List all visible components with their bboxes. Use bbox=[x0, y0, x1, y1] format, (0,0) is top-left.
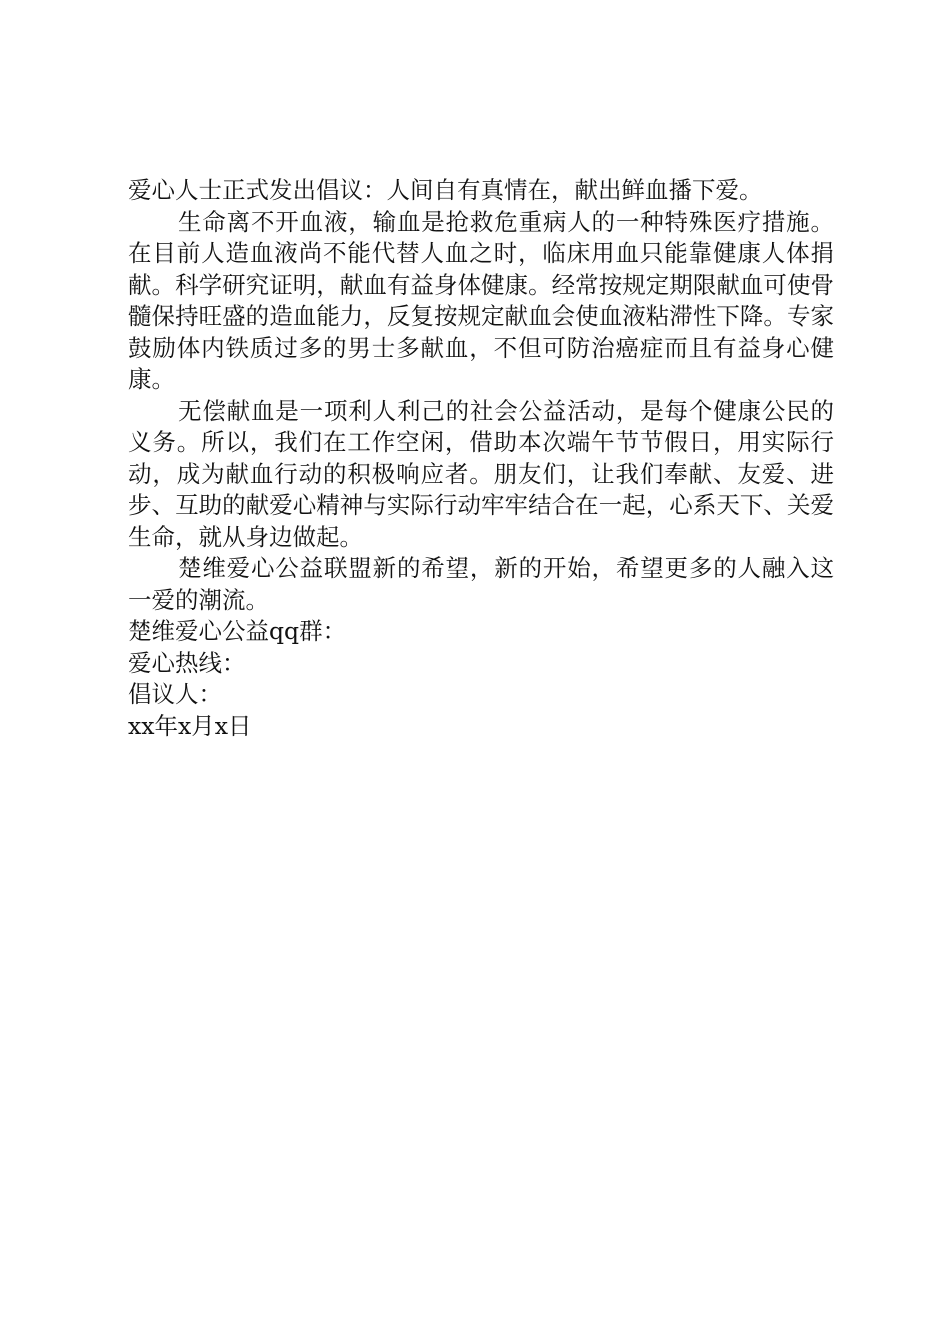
qq-group-line: 楚维爱心公益qq群： bbox=[128, 617, 347, 645]
document-body bbox=[128, 175, 834, 742]
paragraph-blood-health: 生命离不开血液，输血是抢救危重病人的一种特殊医疗措施。在目前人造血液尚不能代替人血之时，临床用血只能靠健康人体捐献。科学研究证明，献血有益身体健康。经常按规定期限献血可使骨髓保持旺盛的造血能力，反复按规定献血会使血液粘滞性下降。专家鼓励体内铁质过多的男士多献血，不但可防治癌症而且有益身心健康。 bbox=[128, 207, 834, 393]
initiator-line: 倡议人： bbox=[128, 680, 222, 708]
paragraph-intro: 爱心人士正式发出倡议：人间自有真情在，献出鲜血播下爱。 bbox=[128, 176, 763, 204]
hotline-line: 爱心热线： bbox=[128, 648, 246, 677]
date-line: xx年x月x日 bbox=[128, 711, 252, 740]
paragraph-alliance-hope: 楚维爱心公益联盟新的希望，新的开始，希望更多的人融入这一爱的潮流。 bbox=[128, 554, 834, 614]
paragraph-volunteer-donation: 无偿献血是一项利人利己的社会公益活动，是每个健康公民的义务。所以，我们在工作空闲，借助本次端午节节假日，用实际行动，成为献血行动的积极响应者。朋友们，让我们奉献、友爱、进步、互助的献爱心精神与实际行动牢牢结合在一起，心系天下、关爱生命，就从身边做起。 bbox=[128, 396, 834, 551]
